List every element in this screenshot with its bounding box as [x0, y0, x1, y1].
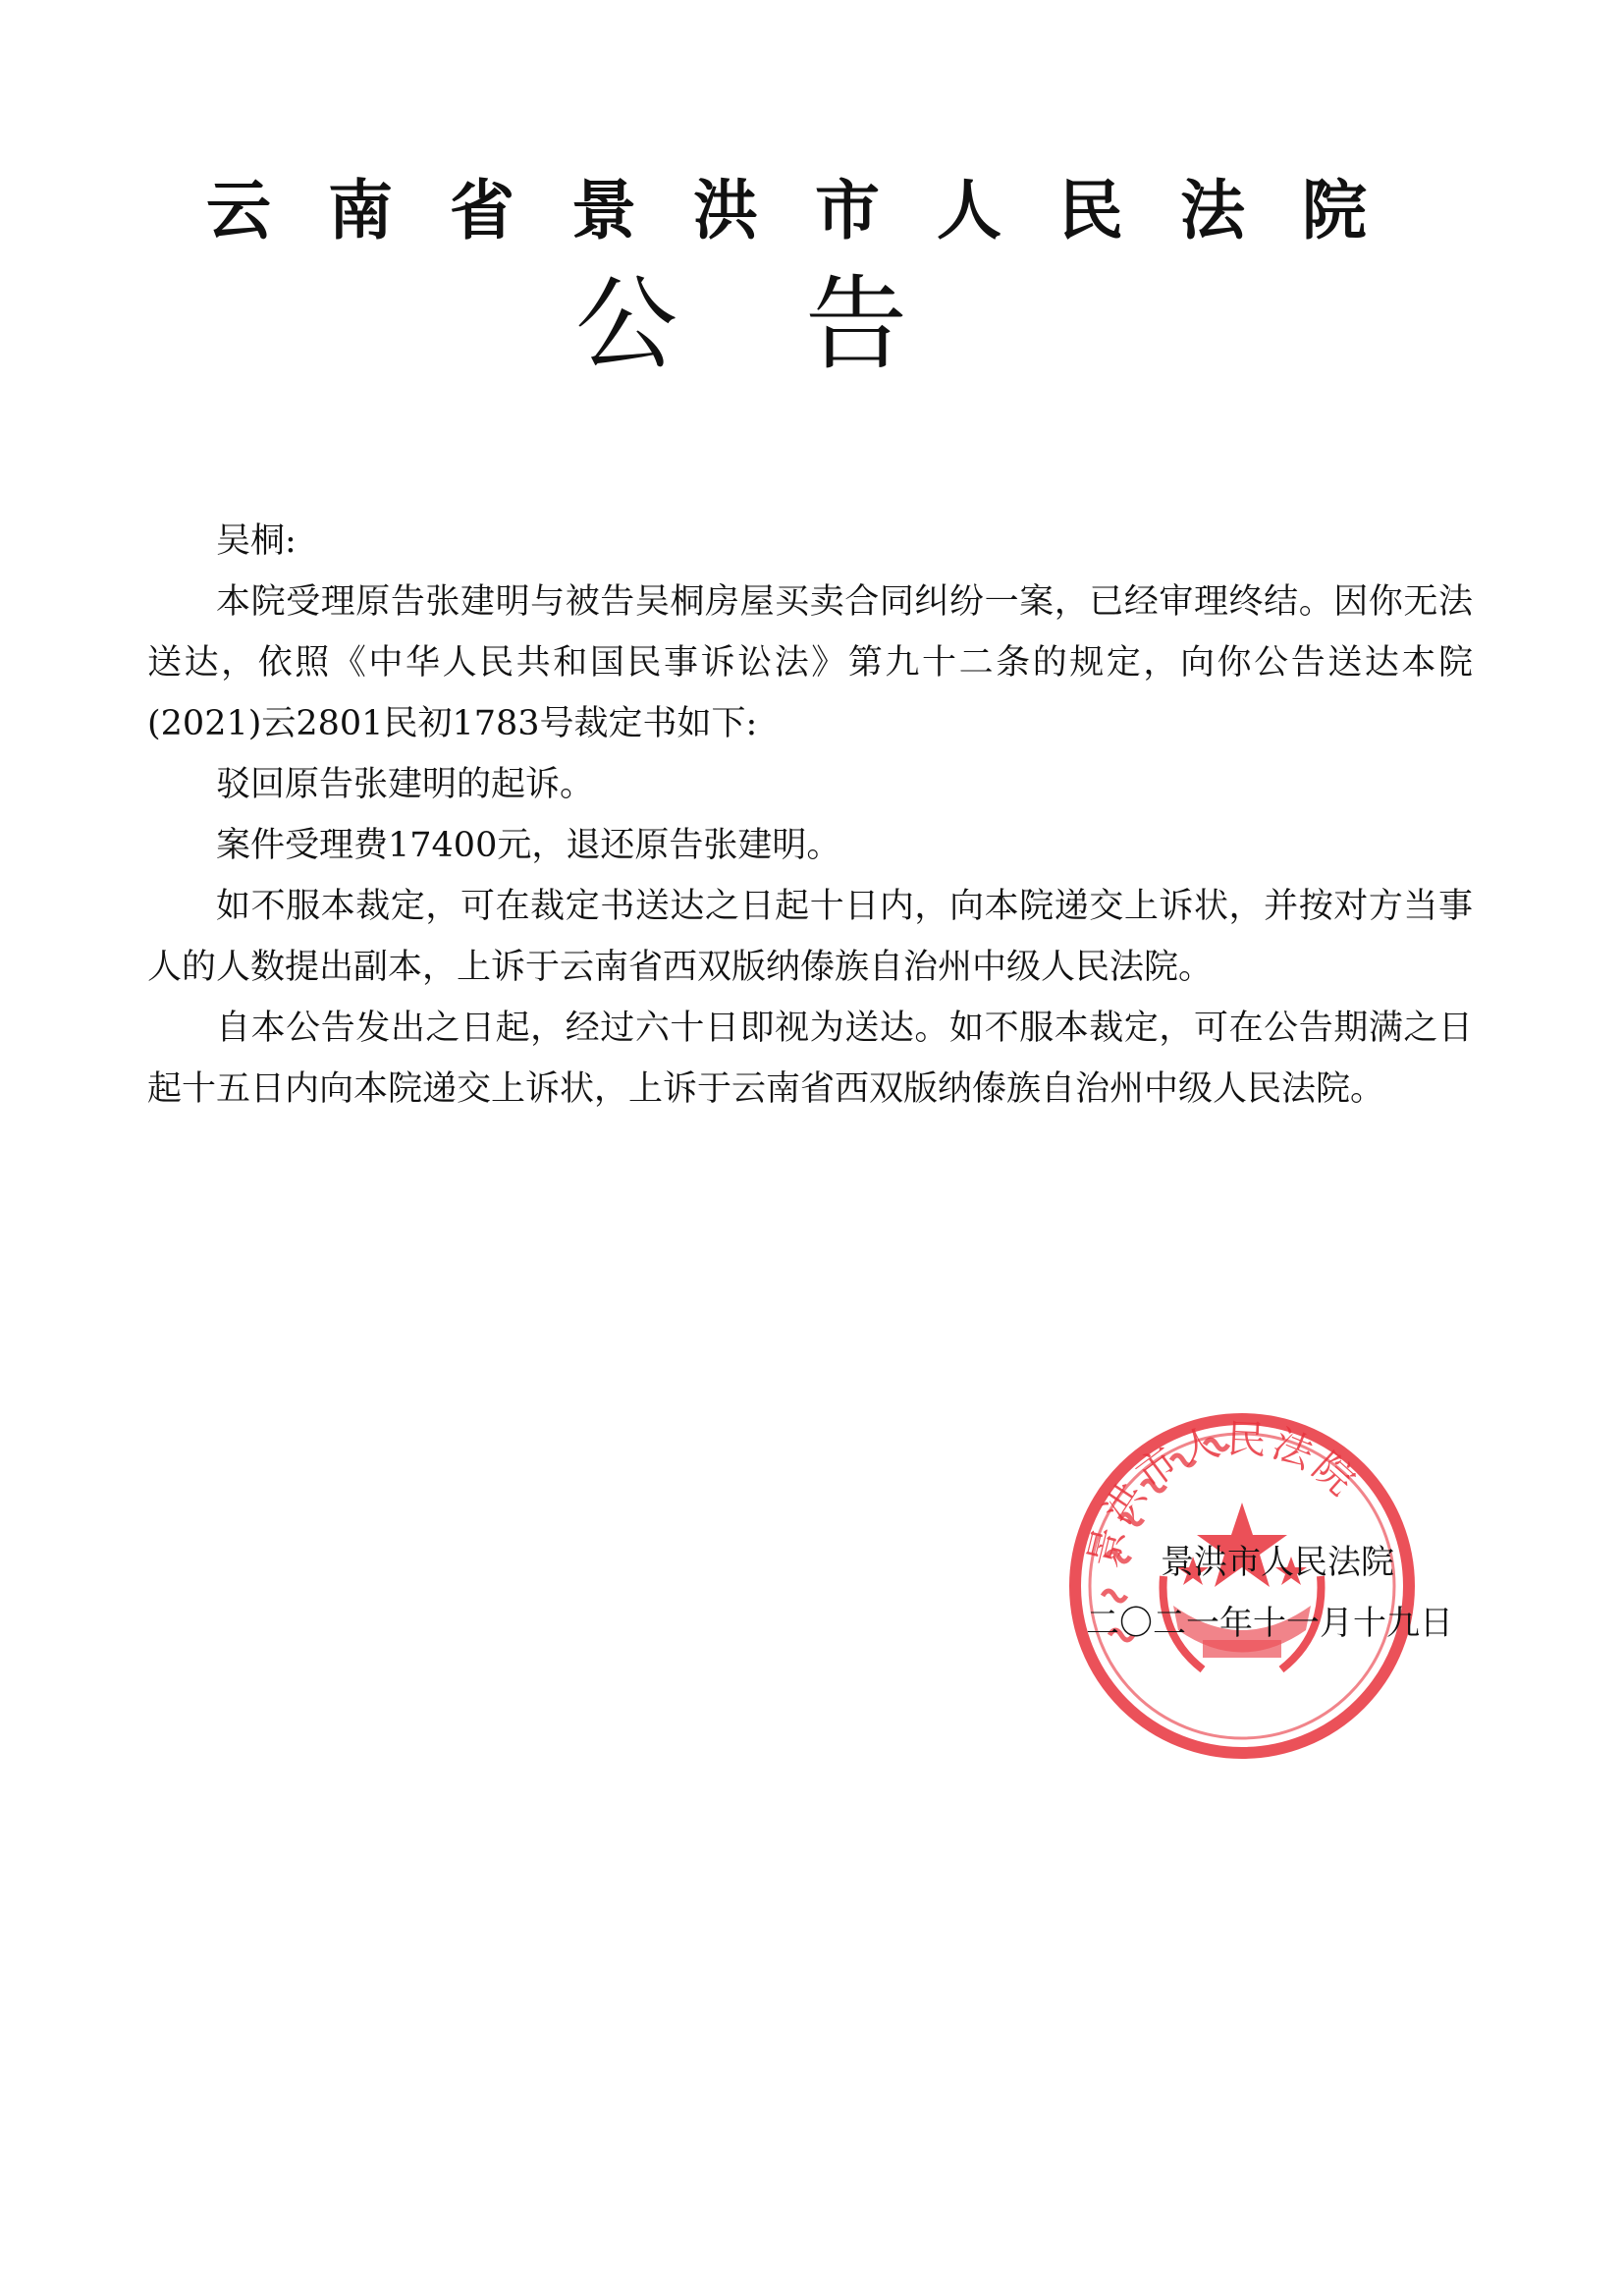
paragraph-service: 自本公告发出之日起，经过六十日即视为送达。如不服本裁定，可在公告期满之日起十五日内向本院递交上诉状，上诉于云南省西双版纳傣族自治州中级人民法院。	[147, 1009, 1473, 1109]
paragraph-case-summary: 本院受理原告张建明与被告吴桐房屋买卖合同纠纷一案，已经审理终结。因你无法送达，依照《中华人民共和国民事诉讼法》第九十二条的规定，向你公告送达本院(2021)云2801民初1783号裁定书如下:	[147, 582, 1473, 743]
paragraph-ruling: 驳回原告张建明的起诉。	[216, 765, 595, 804]
signature-date: 二〇二一年十一月十九日	[1086, 1604, 1453, 1643]
seal-text: 景洪市人民法院	[1080, 1416, 1367, 1572]
notice-body	[147, 511, 1473, 1120]
paragraph-fee: 案件受理费17400元，退还原告张建明。	[216, 826, 841, 865]
signature-block	[1041, 1532, 1453, 1654]
signature-court: 景洪市人民法院	[1161, 1543, 1394, 1582]
document-title: 公告	[574, 264, 1035, 384]
paragraph-appeal: 如不服本裁定，可在裁定书送达之日起十日内，向本院递交上诉状，并按对方当事人的人数提出副本，上诉于云南省西双版纳傣族自治州中级人民法院。	[147, 887, 1473, 987]
addressee: 吴桐:	[216, 521, 297, 561]
court-name: 云南省景洪市人民法院	[206, 173, 1424, 248]
